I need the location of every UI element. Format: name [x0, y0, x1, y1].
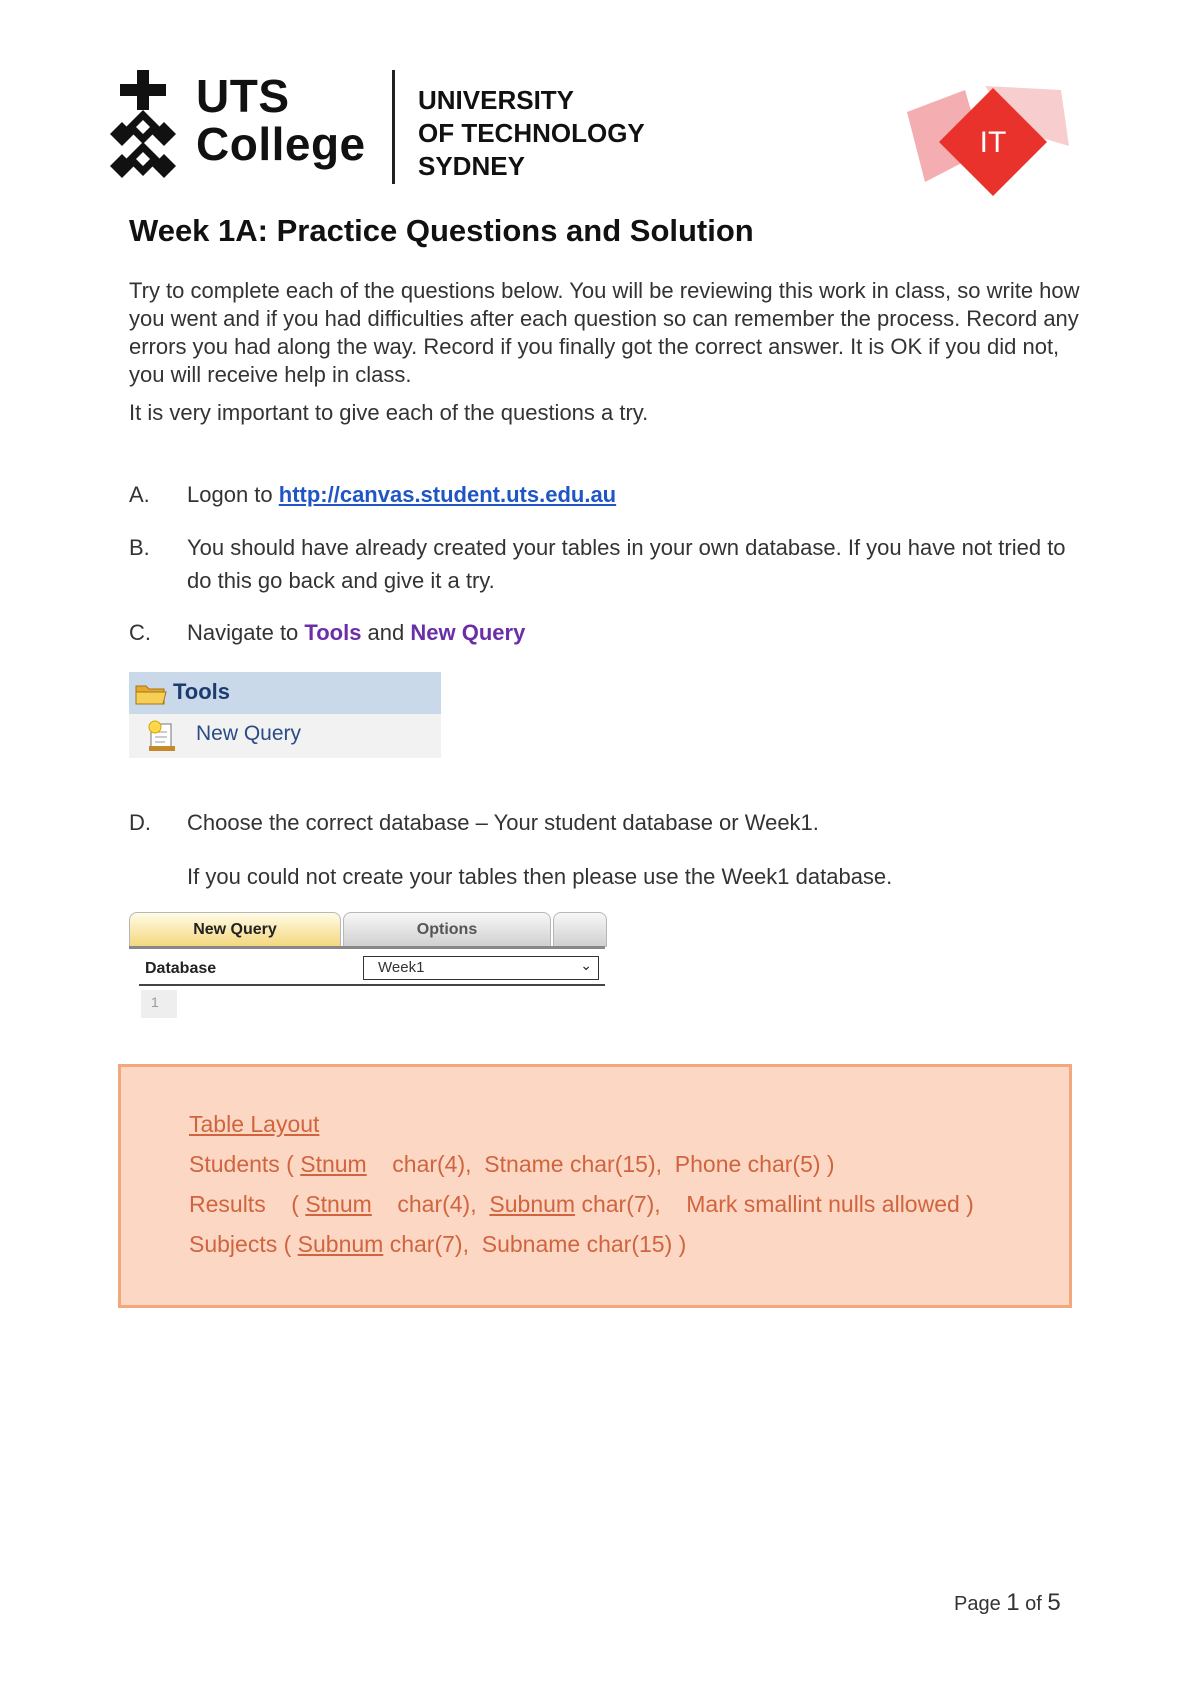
subjects-key: Subnum [297, 1231, 384, 1257]
tab-more[interactable] [553, 912, 607, 947]
query-panel [129, 912, 605, 1022]
new-query-menu-item[interactable]: New Query [196, 722, 302, 745]
it-logo-text: IT [979, 126, 1007, 159]
footer-page-total: 5 [1047, 1589, 1061, 1616]
database-label: Database [145, 960, 217, 977]
step-c-letter: C. [129, 620, 151, 645]
results-key1: Stnum [305, 1191, 372, 1217]
university-wordmark [418, 84, 645, 183]
university-line3: SYDNEY [418, 151, 525, 181]
tools-panel-header[interactable] [129, 672, 441, 714]
intro-note: It is very important to give each of the questions a try. [129, 400, 649, 425]
step-a-letter: A. [129, 482, 150, 507]
footer-page-number: 1 [1006, 1589, 1020, 1616]
new-query-icon [147, 720, 177, 752]
results-mid: char(4), [371, 1191, 490, 1217]
university-line2: OF TECHNOLOGY [418, 118, 645, 148]
canvas-link[interactable]: http://canvas.student.uts.edu.au [278, 482, 617, 507]
results-row [189, 1191, 974, 1218]
chevron-down-icon: ⌄ [580, 957, 592, 973]
step-d-note: If you could not create your tables then please use the Week1 database. [187, 864, 893, 889]
line-gutter [141, 990, 177, 1018]
step-d-letter: D. [129, 810, 151, 835]
uts-emblem-icon [110, 70, 176, 182]
uts-college-wordmark [196, 72, 366, 168]
footer-page-label: Page [954, 1593, 1007, 1615]
tools-title: Tools [173, 679, 231, 704]
logo-divider [392, 70, 395, 184]
table-layout-box [118, 1064, 1072, 1308]
page-title: Week 1A: Practice Questions and Solution [129, 213, 754, 248]
step-b-text: You should have already created your tables in your own database. If you have not tried to do this go back and give it a try. [187, 535, 1066, 593]
page-footer [954, 1589, 1061, 1617]
students-row [189, 1151, 835, 1178]
line-number: 1 [151, 994, 159, 1010]
subjects-rest: char(7), Subname char(15) ) [383, 1231, 687, 1257]
step-a [187, 478, 1087, 511]
step-d-text: Choose the correct database – Your student database or Week1. [187, 810, 819, 835]
step-c-prefix: Navigate to [187, 620, 305, 645]
step-a-prefix: Logon to [187, 482, 279, 507]
tab-options[interactable]: Options [343, 912, 551, 947]
new-query-highlight: New Query [410, 620, 526, 645]
table-layout-heading: Table Layout [189, 1111, 320, 1137]
university-line1: UNIVERSITY [418, 85, 575, 115]
uts-wordmark-line1: UTS [196, 70, 290, 122]
database-select-value: Week1 [378, 959, 425, 976]
step-c-and: and [361, 620, 411, 645]
tab-new-query[interactable]: New Query [129, 912, 341, 947]
subjects-name: Subjects ( [189, 1231, 298, 1257]
uts-wordmark-line2: College [196, 118, 366, 170]
students-rest: char(4), Stname char(15), Phone char(5) ) [366, 1151, 835, 1177]
it-logo-icon [905, 82, 1073, 208]
intro-paragraph: Try to complete each of the questions below. You will be reviewing this work in class, so write how you went and if you had difficulties after each question so can remember the process. Record any errors you had along the way. Record if you finally got the correct answer. It is OK if you did not, you will receive help in class. [129, 278, 1080, 387]
tab-underline [129, 946, 605, 949]
subjects-row [189, 1231, 686, 1258]
footer-of-label: of [1019, 1593, 1048, 1615]
students-key: Stnum [300, 1151, 367, 1177]
results-key2: Subnum [489, 1191, 576, 1217]
database-select[interactable] [363, 956, 599, 980]
folder-icon [135, 682, 167, 706]
step-b-letter: B. [129, 535, 150, 560]
tools-panel [129, 672, 441, 758]
database-underline [139, 984, 605, 986]
results-rest: char(7), Mark smallint nulls allowed ) [575, 1191, 974, 1217]
tools-highlight: Tools [304, 620, 362, 645]
step-c [187, 616, 1087, 649]
results-name: Results ( [189, 1191, 306, 1217]
students-name: Students ( [189, 1151, 301, 1177]
